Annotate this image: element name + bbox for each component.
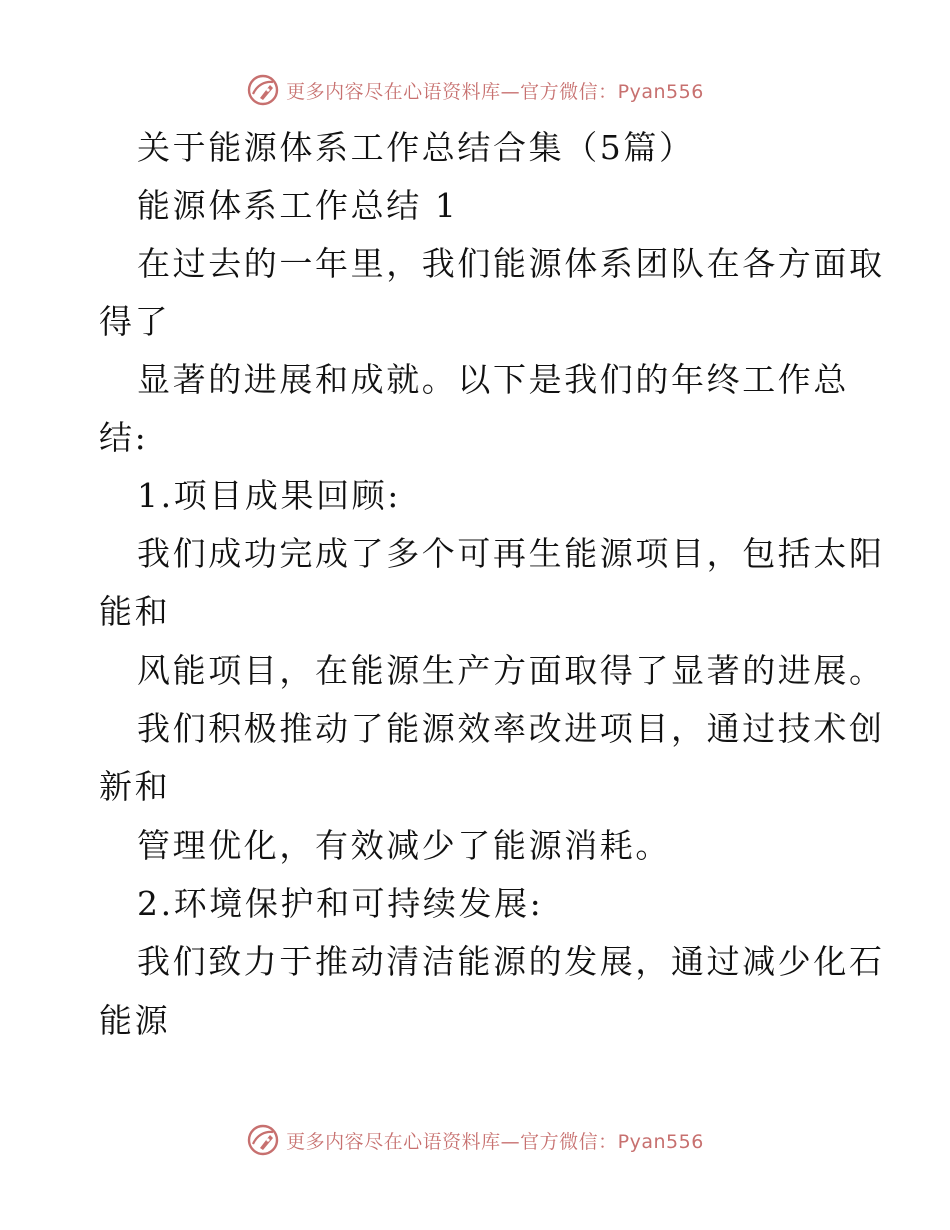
paragraph-line: 显著的进展和成就。以下是我们的年终工作总 bbox=[137, 360, 849, 399]
paragraph-line: 得了 bbox=[99, 302, 171, 341]
watermark-text: 更多内容尽在心语资料库—官方微信：Pyan556 bbox=[286, 80, 704, 103]
paragraph-line: 管理优化，有效减少了能源消耗。 bbox=[137, 826, 671, 865]
pen-nib-logo-icon bbox=[246, 1123, 280, 1157]
paragraph-line: 能和 bbox=[99, 592, 171, 631]
paragraph-line: 在过去的一年里，我们能源体系团队在各方面取 bbox=[137, 244, 885, 283]
list-heading: 1.项目成果回顾: bbox=[137, 476, 402, 515]
paragraph-line: 能源 bbox=[99, 1001, 171, 1040]
paragraph-line: 结: bbox=[99, 418, 149, 457]
paragraph-line: 我们成功完成了多个可再生能源项目，包括太阳 bbox=[137, 534, 885, 573]
paragraph-line: 我们积极推动了能源效率改进项目，通过技术创 bbox=[137, 709, 885, 748]
header-watermark-banner bbox=[0, 70, 950, 110]
paragraph-line: 我们致力于推动清洁能源的发展，通过减少化石 bbox=[137, 942, 885, 981]
document-title: 关于能源体系工作总结合集（5篇） bbox=[137, 128, 695, 167]
watermark-text: 更多内容尽在心语资料库—官方微信：Pyan556 bbox=[286, 1130, 704, 1153]
paragraph-line: 新和 bbox=[99, 767, 171, 806]
pen-nib-logo-icon bbox=[246, 73, 280, 107]
paragraph-line: 风能项目，在能源生产方面取得了显著的进展。 bbox=[137, 651, 885, 690]
footer-watermark-banner bbox=[0, 1120, 950, 1160]
section-heading: 能源体系工作总结 1 bbox=[137, 186, 459, 225]
list-heading: 2.环境保护和可持续发展: bbox=[137, 884, 544, 923]
